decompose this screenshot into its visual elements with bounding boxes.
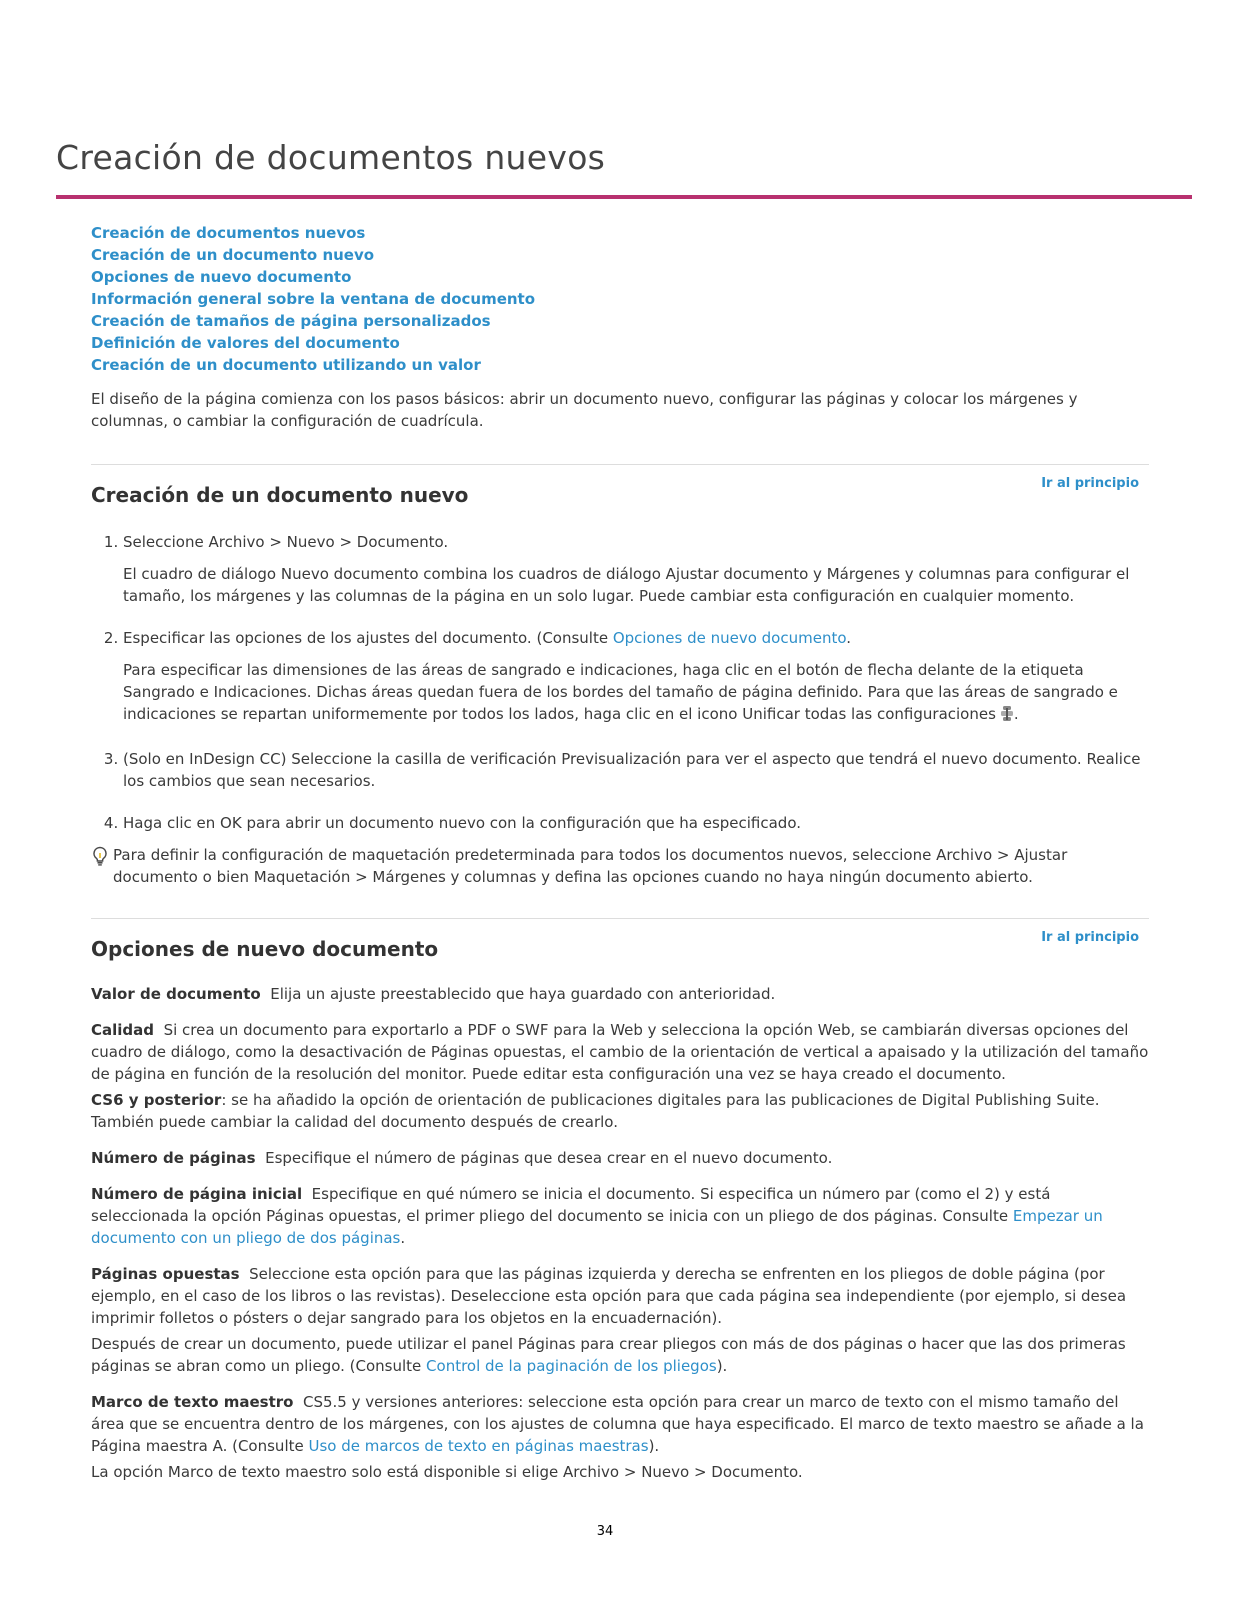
option-marco-texto-maestro: Marco de texto maestro CS5.5 y versiones anteriores: seleccione esta opción para crear un marco de texto con el mismo tamaño del área que se encuentra dentro de los márgenes, con los ajustes de columna que haya especificado. El marco de texto maestro se añade a la Página maestra A. (Consulte Uso de marcos de texto en páginas maestras). bbox=[91, 1393, 1144, 1455]
back-to-top-link[interactable]: Ir al principio bbox=[1041, 930, 1139, 945]
back-to-top-link[interactable]: Ir al principio bbox=[1041, 476, 1139, 491]
option-cs6-note: CS6 y posterior: se ha añadido la opción de orientación de publicaciones digitales para las publicaciones de Digital Publishing Suite. También puede cambiar la calidad del documento después de crearlo. bbox=[91, 1091, 1100, 1131]
toc-link-opciones-nuevo-documento[interactable]: Opciones de nuevo documento bbox=[91, 268, 352, 286]
tip-note bbox=[91, 844, 1149, 888]
link-opciones-nuevo-documento[interactable]: Opciones de nuevo documento bbox=[612, 629, 847, 647]
intro-paragraph: El diseño de la página comienza con los pasos básicos: abrir un documento nuevo, configurar las páginas y colocar los márgenes y columnas, o cambiar la configuración de cuadrícula. bbox=[91, 390, 1078, 430]
steps-list bbox=[91, 531, 1149, 834]
link-paginacion-pliegos[interactable]: Control de la paginación de los pliegos bbox=[426, 1357, 717, 1375]
step-text: 4. Haga clic en OK para abrir un documento nuevo con la configuración que ha especificado. bbox=[123, 814, 802, 832]
option-pagina-inicial: Número de página inicial Especifique en qué número se inicia el documento. Si especifica un número par (como el 2) y está seleccionada la opción Páginas opuestas, el primer pliego del documento se inicia con un pliego de dos páginas. Consulte Empezar un documento con un pliego de dos páginas. bbox=[91, 1185, 1103, 1247]
toc-item bbox=[91, 310, 1149, 332]
option-paginas-opuestas-note: Después de crear un documento, puede utilizar el panel Páginas para crear pliegos con más de dos páginas o hacer que las dos primeras páginas se abran como un pliego. (Consulte Control de la paginación de los pliegos). bbox=[91, 1335, 1126, 1375]
toc-link-ventana-documento[interactable]: Información general sobre la ventana de documento bbox=[91, 290, 536, 308]
option-paginas-opuestas: Páginas opuestas Seleccione esta opción para que las páginas izquierda y derecha se enfrenten en los pliegos de doble página (por ejemplo, en el caso de los libros o las revistas). Deseleccione esta opción para que cada página sea independiente (por ejemplo, si desea imprimir folletos o pósters o dejar sangrado para los objetos en la encuadernación). bbox=[91, 1265, 1127, 1327]
toc-link-crear-documento-nuevo[interactable]: Creación de un documento nuevo bbox=[91, 246, 375, 264]
step-detail: El cuadro de diálogo Nuevo documento combina los cuadros de diálogo Ajustar documento y Márgenes y columnas para configurar el tamaño, los márgenes y las columnas de la página en un solo lugar. Puede cambiar esta configuración en cualquier momento. bbox=[123, 565, 1130, 605]
unify-settings-icon bbox=[1000, 706, 1014, 728]
option-marco-note: La opción Marco de texto maestro solo está disponible si elige Archivo > Nuevo > Documento. bbox=[91, 1463, 803, 1481]
section-opciones-documento bbox=[91, 918, 1149, 1483]
toc-item bbox=[91, 332, 1149, 354]
toc-item bbox=[91, 266, 1149, 288]
option-calidad: Calidad Si crea un documento para exportarlo a PDF o SWF para la Web y selecciona la opción Web, se cambiarán diversas opciones del cuadro de diálogo, como la desactivación de Páginas opuestas, el cambio de la orientación de vertical a apaisado y la utilización del tamaño de página en función de la resolución del monitor. Puede editar esta configuración una vez se haya creado el documento. bbox=[91, 1021, 1149, 1083]
toc-link-creacion-documentos[interactable]: Creación de documentos nuevos bbox=[91, 224, 366, 242]
section-heading: Opciones de nuevo documento bbox=[91, 937, 439, 961]
toc-link-tamanos-personalizados[interactable]: Creación de tamaños de página personalizados bbox=[91, 312, 491, 330]
step-text: 2. Especificar las opciones de los ajustes del documento. (Consulte Opciones de nuevo documento. bbox=[123, 629, 852, 647]
link-empezar-pliego[interactable]: Empezar un documento con un pliego de dos páginas bbox=[91, 1207, 1103, 1247]
link-marcos-paginas-maestras[interactable]: Uso de marcos de texto en páginas maestras bbox=[308, 1437, 649, 1455]
main-content bbox=[91, 222, 1149, 1483]
step-item bbox=[123, 812, 1149, 834]
toc-item bbox=[91, 244, 1149, 266]
toc-link-valores-documento[interactable]: Definición de valores del documento bbox=[91, 334, 400, 352]
section-heading: Creación de un documento nuevo bbox=[91, 483, 469, 507]
step-item bbox=[123, 627, 1149, 728]
step-item bbox=[123, 531, 1149, 607]
toc-item bbox=[91, 354, 1149, 376]
toc-item bbox=[91, 222, 1149, 244]
option-valor-documento: Valor de documento Elija un ajuste preestablecido que haya guardado con anterioridad. bbox=[91, 985, 776, 1003]
section-crear-documento bbox=[91, 464, 1149, 888]
tip-text: Para definir la configuración de maquetación predeterminada para todos los documentos nuevos, seleccione Archivo > Ajustar documento o bien Maquetación > Márgenes y columnas y defina las opciones cuando no haya ningún documento abierto. bbox=[113, 846, 1068, 886]
toc-item bbox=[91, 288, 1149, 310]
option-numero-paginas: Número de páginas Especifique el número de páginas que desea crear en el nuevo documento. bbox=[91, 1149, 833, 1167]
toc-link-documento-valor[interactable]: Creación de un documento utilizando un valor bbox=[91, 356, 481, 374]
page-title: Creación de documentos nuevos bbox=[56, 138, 606, 177]
table-of-contents bbox=[91, 222, 1149, 376]
lightbulb-icon bbox=[91, 846, 109, 866]
step-text: 1. Seleccione Archivo > Nuevo > Documento. bbox=[123, 533, 449, 551]
page-number: 34 bbox=[596, 1524, 614, 1539]
title-rule bbox=[56, 195, 1192, 199]
step-text: 3. (Solo en InDesign CC) Seleccione la casilla de verificación Previsualización para ver el aspecto que tendrá el nuevo documento. Realice los cambios que sean necesarios. bbox=[123, 750, 1141, 790]
step-detail: Para especificar las dimensiones de las áreas de sangrado e indicaciones, haga clic en el botón de flecha delante de la etiqueta Sangrado e Indicaciones. Dichas áreas quedan fuera de los bordes del tamaño de página definido. Para que las áreas de sangrado e indicaciones se repartan uniformemente por todos los lados, haga clic en el icono Unificar todas las configuraciones . bbox=[123, 659, 1149, 728]
step-item bbox=[123, 748, 1149, 792]
